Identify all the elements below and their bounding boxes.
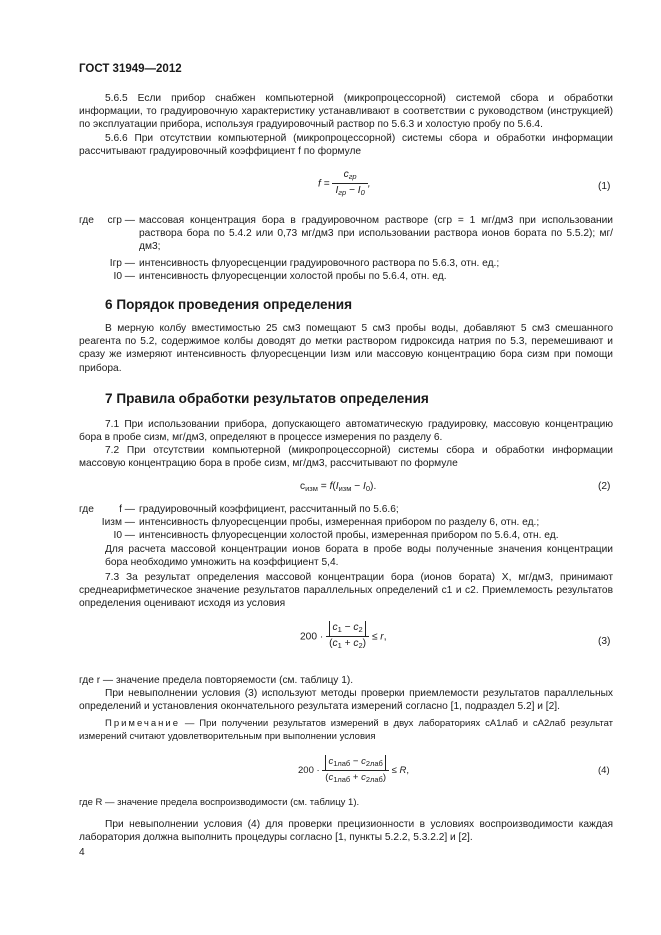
paragraph-5-6-6: 5.6.6 При отсутствии компьютерной (микропроцессорной) системы сбора и обработки информации рассчитывают градуировочный коэффициент f по формуле — [79, 133, 613, 158]
definition-symbol: Iгр — — [109, 258, 135, 269]
borate-paragraph: Для расчета массовой концентрации ионов бората в пробе воды полученные значения концентрации бора необходимо умножить на коэффициент 5,4. — [105, 544, 613, 569]
r-definition: где r — значение предела повторяемости (см. таблицу 1). — [79, 675, 354, 686]
where-label: где — [79, 215, 94, 226]
definition-symbol: I0 — — [113, 530, 135, 541]
paragraph-fail-4: При невыполнении условия (4) для проверки прецизионности в условиях воспроизводимости каждая лаборатория должна выполнить процедуры согласно [1, пункты 5.2.2, 5.3.2.2] и [2]. — [79, 819, 613, 844]
equation-3-number: (3) — [598, 636, 611, 647]
definition-symbol: Iизм — — [101, 517, 135, 528]
equation-3: 200 · $\frac{c_1 - c_2}{(c_1 + c_2)}$ ≤ r, — [300, 622, 387, 651]
note-text: — При получении результатов измерений в двух лабораториях cA1лаб и cA2лаб результат измерений считают удовлетворительным при выполнении условия — [79, 718, 613, 743]
definition-text: интенсивность флуоресценции холостой пробы, измеренная прибором по 5.6.4, отн. ед. — [139, 530, 559, 541]
equation-1-number: (1) — [598, 181, 611, 192]
equation-4-number: (4) — [598, 765, 610, 776]
paragraph-7-1: 7.1 При использовании прибора, допускающего автоматическую градуировку, массовую концентрацию бора в пробе cизм, мг/дм3, определяют в процессе измерения по разделу 6. — [79, 419, 613, 444]
section-6-paragraph: В мерную колбу вместимостью 25 см3 помещают 5 см3 пробы воды, добавляют 5 см3 смешанного реагента по 5.2, содержимое колбы доводят до метки раствором гидроксида натрия по 5.3, перемешивают и сразу же измеряют интенсивность флуоресценции Iизм или массовую концентрацию бора cизм при помощи прибора. — [79, 323, 613, 374]
equation-2: $c_{изм} = f(I_{изм} - I_0)$. — [300, 481, 377, 493]
R-definition: где R — значение предела воспроизводимости (см. таблицу 1). — [79, 797, 360, 808]
definition-text: интенсивность флуоресценции пробы, измеренная прибором по разделу 6, отн. ед.; — [139, 517, 540, 528]
definition-text: интенсивность флуоресценции холостой пробы по 5.6.4, отн. ед. — [139, 271, 447, 282]
paragraph-fail-3: При невыполнении условия (3) используют методы проверки приемлемости результатов параллельных определений и установления окончательного результата измерений согласно [1, подраздел 5.2] и [2]. — [79, 688, 613, 713]
definition-text: интенсивность флуоресценции градуировочного раствора по 5.6.3, отн. ед.; — [139, 258, 500, 269]
definition-symbol: I0 — — [113, 271, 135, 282]
where-label: где — [79, 504, 94, 515]
definition-text: массовая концентрация бора в градуировочном растворе (cгр = 1 мг/дм3 при использовании раствора бора по 5.4.2 или 0,73 мг/дм3 при использовании раствора ионов бората по 5.5.2); мг/дм3; — [139, 215, 613, 253]
paragraph-7-3: 7.3 За результат определения массовой концентрации бора (ионов бората) X, мг/дм3, принимают среднеарифметическое значение результатов параллельных определений c1 и c2. Приемлемость результатов определения оценивают исходя из условия — [79, 572, 613, 610]
equation-4: 200 · $\frac{c_{1лаб} - c_{2лаб}}{(c_{1лаб} + c_{2лаб})}$ ≤ R, — [298, 756, 410, 785]
section-6-heading: 6 Порядок проведения определения — [105, 297, 353, 312]
note-label: Примечание — [105, 718, 180, 729]
section-7-heading: 7 Правила обработки результатов определения — [105, 391, 429, 406]
definition-symbol: cгр — — [107, 215, 135, 226]
note — [79, 717, 613, 743]
equation-2-number: (2) — [598, 481, 611, 492]
equation-1: f = $\frac{c_{гр}}{I_{гр} - I_0}$ , — [318, 169, 371, 198]
paragraph-5-6-5: 5.6.5 Если прибор снабжен компьютерной (микропроцессорной) системой сбора и обработки информации, то градуировочную характеристику устанавливают в соответствии с руководством (инструкцией) по эксплуатации прибора, используя градуировочный раствор по 5.6.3 и холостую пробу по 5.6.4. — [79, 93, 613, 131]
document-code: ГОСТ 31949—2012 — [79, 63, 182, 75]
page-number: 4 — [79, 847, 85, 858]
definition-symbol: f — — [119, 504, 135, 515]
paragraph-7-2: 7.2 При отсутствии компьютерной (микропроцессорной) системы сбора и обработки информации массовую концентрацию бора в пробе cизм, мг/дм3, рассчитывают по формуле — [79, 445, 613, 470]
definition-text: градуировочный коэффициент, рассчитанный по 5.6.6; — [139, 504, 399, 515]
